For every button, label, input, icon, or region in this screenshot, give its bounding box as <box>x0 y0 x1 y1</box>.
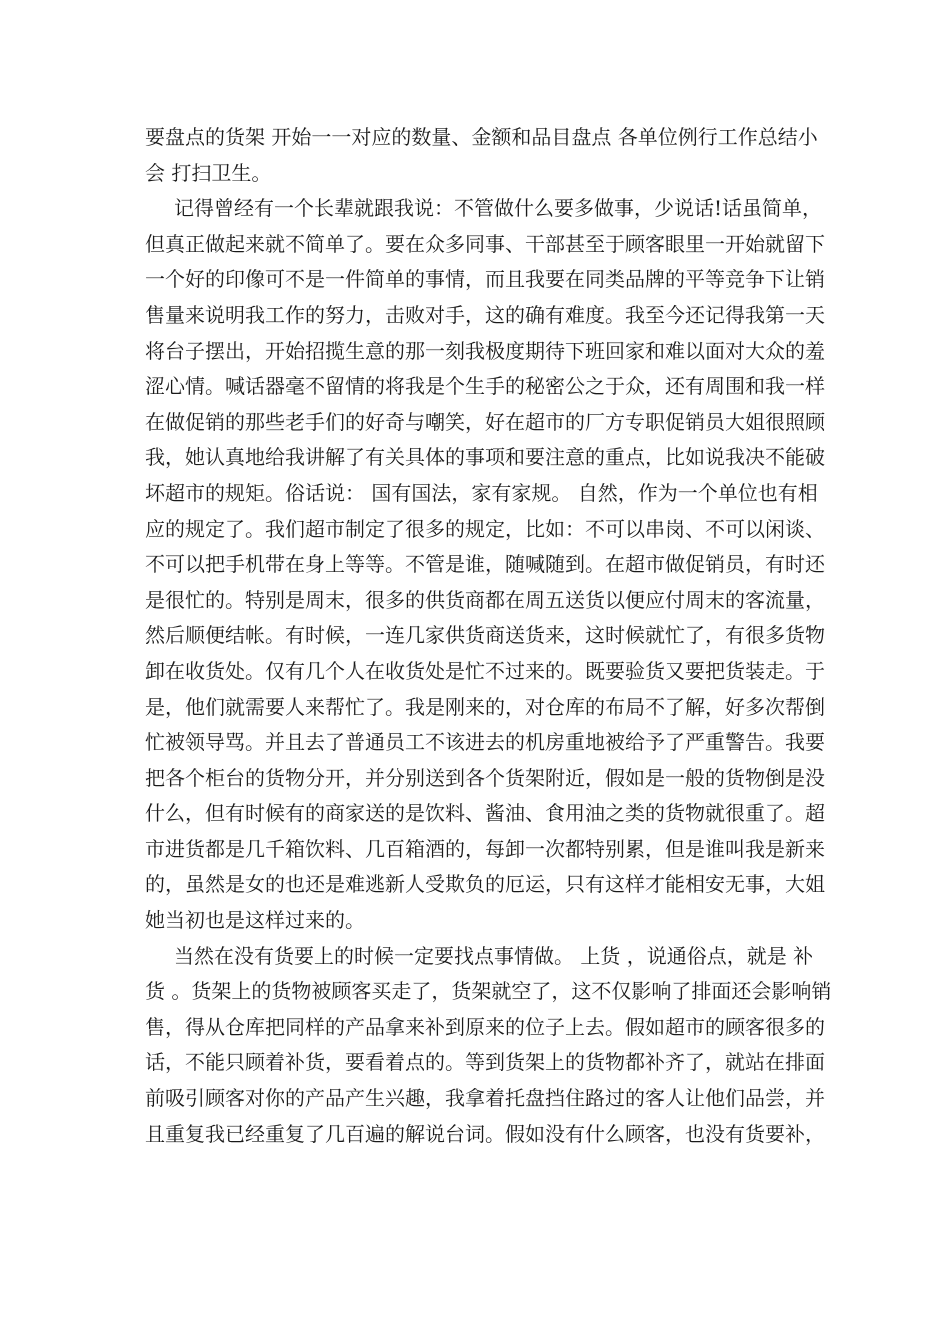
text-line: 应的规定了。我们超市制定了很多的规定，比如：不可以串岗、不可以闲谈、 <box>145 516 825 541</box>
paragraph-first-line: 记得曾经有一个长辈就跟我说：不管做什么要多做事，少说话!话虽简单， <box>174 196 823 221</box>
text-line: 坏超市的规矩。俗话说： 国有国法，家有家规。 自然，作为一个单位也有相 <box>145 480 818 505</box>
text-line: 要盘点的货架 开始一一对应的数量、金额和品目盘点 各单位例行工作总结小 <box>145 125 818 149</box>
text-line: 的，虽然是女的也还是难逃新人受欺负的厄运，只有这样才能相安无事，大姐 <box>145 872 825 897</box>
text-line: 然后顺便结帐。有时候，一连几家供货商送货来，这时候就忙了，有很多货物 <box>145 623 825 648</box>
text-line: 涩心情。喊话器毫不留情的将我是个生手的秘密公之于众，还有周围和我一样 <box>145 374 825 399</box>
body-text <box>145 120 832 1152</box>
text-line: 我，她认真地给我讲解了有关具体的事项和要注意的重点，比如说我决不能破 <box>145 445 825 470</box>
text-line: 她当初也是这样过来的。 <box>145 908 365 933</box>
text-line: 不可以把手机带在身上等等。不管是谁，随喊随到。在超市做促销员，有时还 <box>145 552 825 577</box>
text-line: 卸在收货处。仅有几个人在收货处是忙不过来的。既要验货又要把货装走。于 <box>145 658 825 683</box>
paragraph-first-line: 当然在没有货要上的时候一定要找点事情做。 上货 ，说通俗点，就是 补 <box>174 943 814 968</box>
text-line: 市进货都是几千箱饮料、几百箱酒的，每卸一次都特别累，但是谁叫我是新来 <box>145 836 825 861</box>
text-line: 话，不能只顾着补货，要看着点的。等到货架上的货物都补齐了，就站在排面 <box>145 1050 825 1075</box>
text-line: 一个好的印像可不是一件简单的事情，而且我要在同类品牌的平等竞争下让销 <box>145 267 825 292</box>
text-line: 是，他们就需要人来帮忙了。我是刚来的，对仓库的布局不了解，好多次帮倒 <box>145 694 825 719</box>
text-line: 售，得从仓库把同样的产品拿来补到原来的位子上去。假如超市的顾客很多的 <box>145 1014 825 1039</box>
text-line: 忙被领导骂。并且去了普通员工不该进去的机房重地被给予了严重警告。我要 <box>145 730 825 755</box>
text-line: 但真正做起来就不简单了。要在众多同事、干部甚至于顾客眼里一开始就留下 <box>145 231 825 256</box>
text-line: 在做促销的那些老手们的好奇与嘲笑，好在超市的厂方专职促销员大姐很照顾 <box>145 409 825 434</box>
text-line: 是很忙的。特别是周末，很多的供货商都在周五送货以便应付周末的客流量， <box>145 587 825 612</box>
text-line: 把各个柜台的货物分开，并分别送到各个货架附近，假如是一般的货物倒是没 <box>145 765 825 790</box>
text-line: 且重复我已经重复了几百遍的解说台词。假如没有什么顾客，也没有货要补， <box>145 1121 825 1146</box>
text-line: 会 打扫卫生。 <box>145 160 272 185</box>
text-line: 将台子摆出，开始招揽生意的那一刻我极度期待下班回家和难以面对大众的羞 <box>145 338 825 363</box>
text-line: 货 。货架上的货物被顾客买走了，货架就空了，这不仅影响了排面还会影响销 <box>145 979 832 1004</box>
text-line: 什么，但有时候有的商家送的是饮料、酱油、食用油之类的货物就很重了。超 <box>145 801 825 826</box>
text-line: 前吸引顾客对你的产品产生兴趣，我拿着托盘挡住路过的客人让他们品尝，并 <box>145 1086 825 1111</box>
text-line: 售量来说明我工作的努力，击败对手，这的确有难度。我至今还记得我第一天 <box>145 302 825 327</box>
